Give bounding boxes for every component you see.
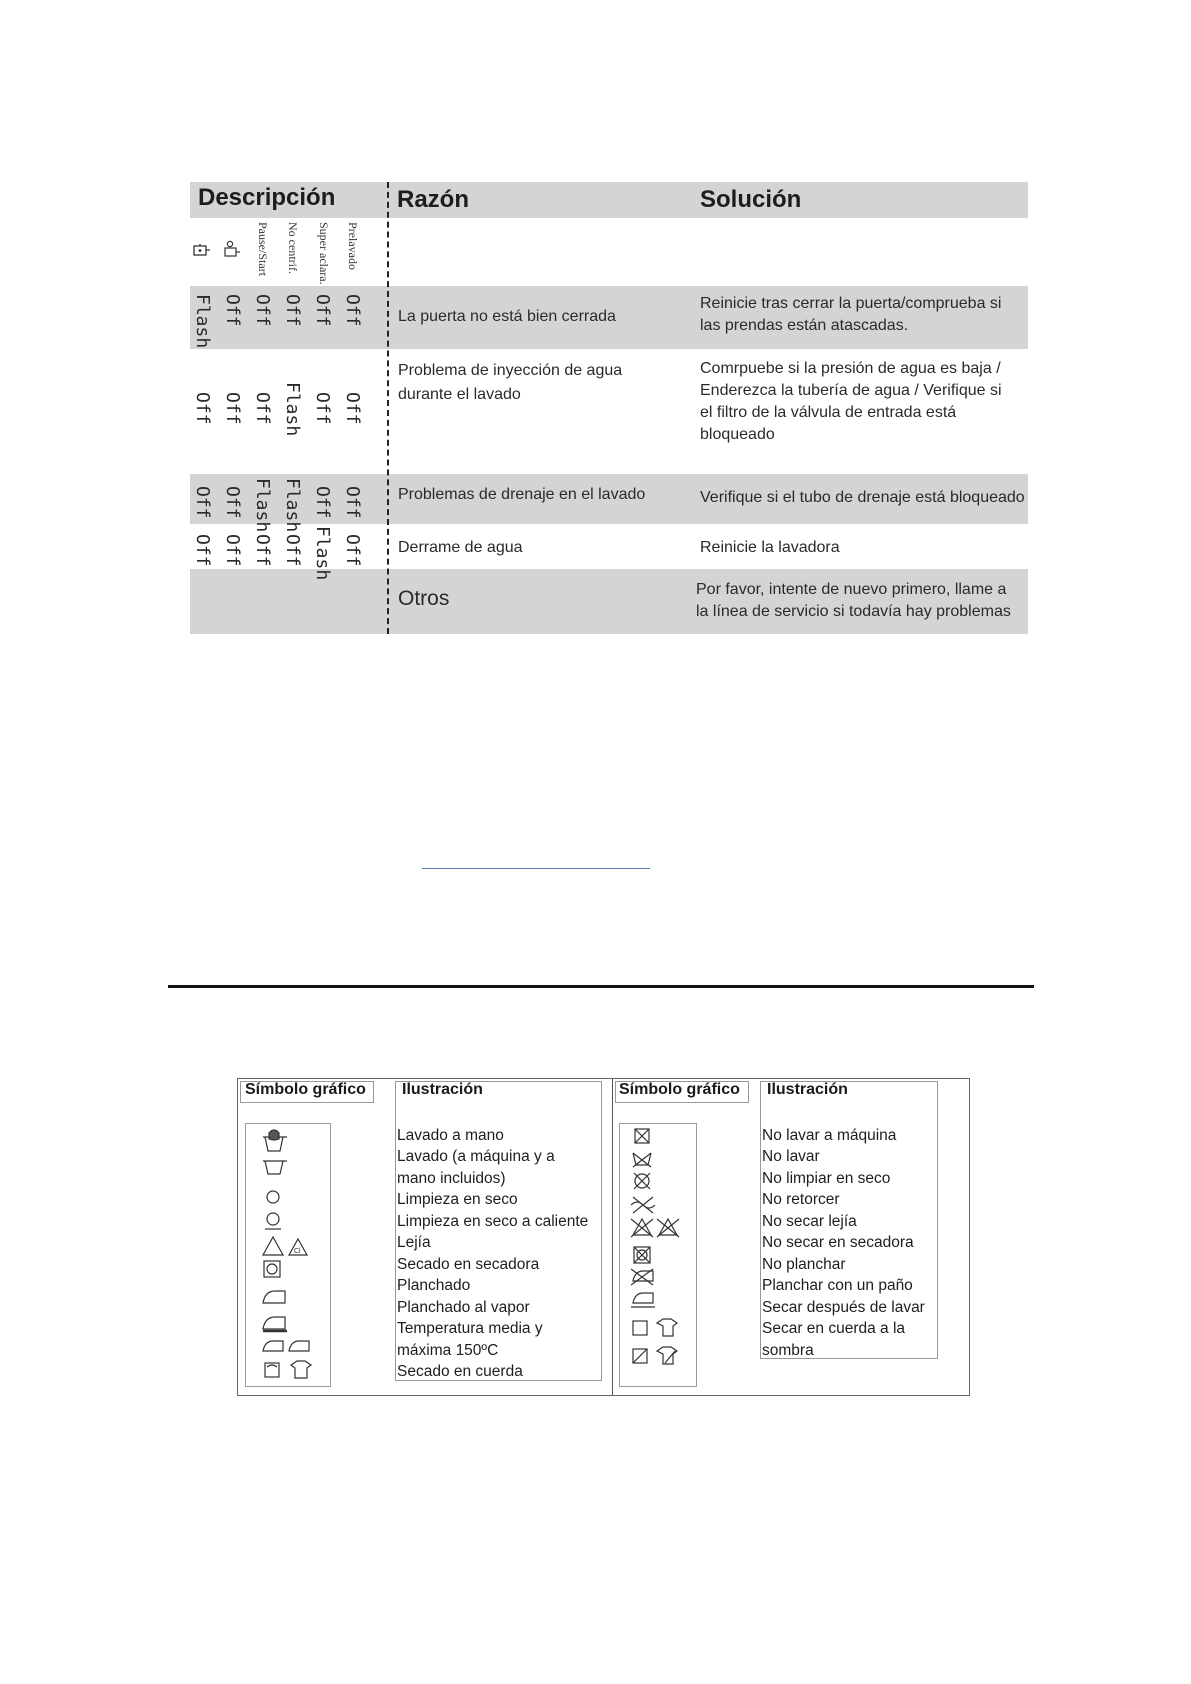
right-symbol-icons — [619, 1123, 699, 1385]
row1-indicator-6: Off — [342, 294, 363, 327]
left-item-10: Temperatura media y — [397, 1320, 543, 1337]
row5-solution-line2: la línea de servicio si todavía hay problemas — [696, 603, 1011, 620]
left-item-7: Secado en secadora — [397, 1256, 540, 1273]
troubleshooting-table — [190, 182, 1028, 634]
left-header-illustration: Ilustración — [402, 1081, 483, 1098]
row1-indicator-5: Off — [312, 294, 333, 327]
dry-flat-icon — [633, 1319, 677, 1336]
row4-indicator-1: Off — [192, 534, 213, 567]
row3-indicator-1: Off — [192, 486, 213, 519]
left-symbol-icons — [245, 1123, 329, 1385]
right-header-illustration: Ilustración — [767, 1081, 848, 1098]
dry-clean-icon — [267, 1191, 279, 1203]
row4-indicator-5: Flash — [312, 526, 333, 581]
header-reason: Razón — [397, 186, 469, 213]
row2-solution-line4: bloqueado — [700, 426, 775, 443]
row2-indicator-6: Off — [342, 392, 363, 425]
left-item-9: Planchado al vapor — [397, 1299, 530, 1316]
right-item-3: No limpiar en seco — [762, 1170, 891, 1187]
row1-reason: La puerta no está bien cerrada — [398, 308, 616, 325]
row4-indicator-2: Off — [222, 534, 243, 567]
left-item-2: Lavado (a máquina y a — [397, 1148, 555, 1165]
right-item-7: No planchar — [762, 1256, 846, 1273]
row2-solution-line3: el filtro de la válvula de entrada está — [700, 404, 957, 421]
row3-indicator-2: Off — [222, 486, 243, 519]
iron-icon — [263, 1291, 285, 1303]
no-machine-wash-icon — [635, 1129, 649, 1143]
right-item-9: Secar después de lavar — [762, 1299, 925, 1316]
row1-indicator-1: Flash — [192, 294, 213, 349]
link-underline — [422, 868, 650, 869]
hand-wash-icon — [263, 1130, 287, 1151]
row2-indicator-2: Off — [222, 392, 243, 425]
lock-icon — [192, 242, 212, 258]
right-item-6: No secar en secadora — [762, 1234, 914, 1251]
row2-indicator-3: Off — [252, 392, 273, 425]
label-super-aclara: Super aclara. — [317, 222, 331, 285]
wash-tub-icon — [263, 1161, 287, 1174]
steam-iron-icon — [263, 1317, 287, 1331]
row5-solution-line1: Por favor, intente de nuevo primero, llame a — [696, 581, 1007, 598]
left-item-1: Lavado a mano — [397, 1127, 504, 1144]
left-item-12: Secado en cuerda — [397, 1363, 523, 1380]
row3-reason: Problemas de drenaje en el lavado — [398, 486, 646, 503]
right-item-11: sombra — [762, 1342, 814, 1359]
left-item-6: Lejía — [397, 1234, 431, 1251]
dry-clean-hot-icon — [265, 1213, 281, 1229]
no-bleach-icon — [631, 1219, 679, 1237]
line-dry-icon — [265, 1361, 311, 1378]
no-wring-icon — [631, 1197, 655, 1213]
no-dry-clean-icon — [634, 1173, 650, 1189]
column-divider — [387, 182, 389, 634]
row4-reason: Derrame de agua — [398, 539, 523, 556]
no-iron-icon — [631, 1269, 653, 1285]
header-description: Descripción — [198, 184, 336, 211]
row3-indicator-5: Off — [312, 486, 333, 519]
iron-cloth-icon — [631, 1293, 655, 1307]
row4-indicator-3: Off — [252, 534, 273, 567]
left-header-symbol: Símbolo gráfico — [245, 1081, 366, 1098]
right-item-1: No lavar a máquina — [762, 1127, 897, 1144]
row1-solution-line2: las prendas están atascadas. — [700, 317, 909, 334]
no-wash-icon — [633, 1153, 651, 1167]
left-item-11: máxima 150ºC — [397, 1342, 499, 1359]
section-rule — [168, 985, 1034, 988]
row2-solution-line2: Enderezca la tubería de agua / Verifique si — [700, 382, 1002, 399]
no-tumble-dry-icon — [634, 1247, 650, 1263]
laundry-symbols-table — [237, 1078, 970, 1396]
right-item-10: Secar en cuerda a la — [762, 1320, 906, 1337]
row2-indicator-5: Off — [312, 392, 333, 425]
right-item-2: No lavar — [762, 1148, 820, 1165]
row1-indicator-3: Off — [252, 294, 273, 327]
left-item-4: Limpieza en seco — [397, 1191, 518, 1208]
row2-reason-line2: durante el lavado — [398, 386, 521, 403]
iron-medium-icon — [263, 1341, 309, 1351]
right-header-symbol: Símbolo gráfico — [619, 1081, 740, 1098]
right-item-5: No secar lejía — [762, 1213, 857, 1230]
row3-solution: Verifique si el tubo de drenaje está bloqueado — [700, 489, 1025, 506]
row5-reason: Otros — [398, 587, 450, 610]
row4-indicator-4: Off — [282, 534, 303, 567]
row1-indicator-2: Off — [222, 294, 243, 327]
shade-line-dry-icon — [633, 1347, 677, 1364]
row2-solution-line1: Comrpuebe si la presión de agua es baja / — [700, 360, 1001, 377]
header-solution: Solución — [700, 186, 802, 213]
label-prelavado: Prelavado — [346, 222, 360, 270]
row3-indicator-4: Flash — [282, 478, 303, 533]
left-item-3: mano incluidos) — [397, 1170, 506, 1187]
label-pause-start: Pause/Start — [256, 222, 270, 276]
row2-reason-line1: Problema de inyección de agua — [398, 362, 623, 379]
row4-indicator-6: Off — [342, 534, 363, 567]
row2-indicator-1: Off — [192, 392, 213, 425]
child-lock-icon — [222, 240, 242, 258]
row4-solution: Reinicie la lavadora — [700, 539, 840, 556]
row3-indicator-3: Flash — [252, 478, 273, 533]
row1-solution-line1: Reinicie tras cerrar la puerta/comprueba si — [700, 295, 1002, 312]
row3-indicator-6: Off — [342, 486, 363, 519]
row1-indicator-4: Off — [282, 294, 303, 327]
right-item-4: No retorcer — [762, 1191, 840, 1208]
tumble-dry-icon — [264, 1261, 280, 1277]
label-no-centrif: No centrif. — [286, 222, 300, 274]
symbols-divider — [612, 1079, 613, 1395]
right-item-8: Planchar con un paño — [762, 1277, 913, 1294]
svg-text:Cl: Cl — [294, 1248, 301, 1255]
left-item-8: Planchado — [397, 1277, 471, 1294]
row2-indicator-4: Flash — [282, 382, 303, 437]
left-item-5: Limpieza en seco a caliente — [397, 1213, 589, 1230]
